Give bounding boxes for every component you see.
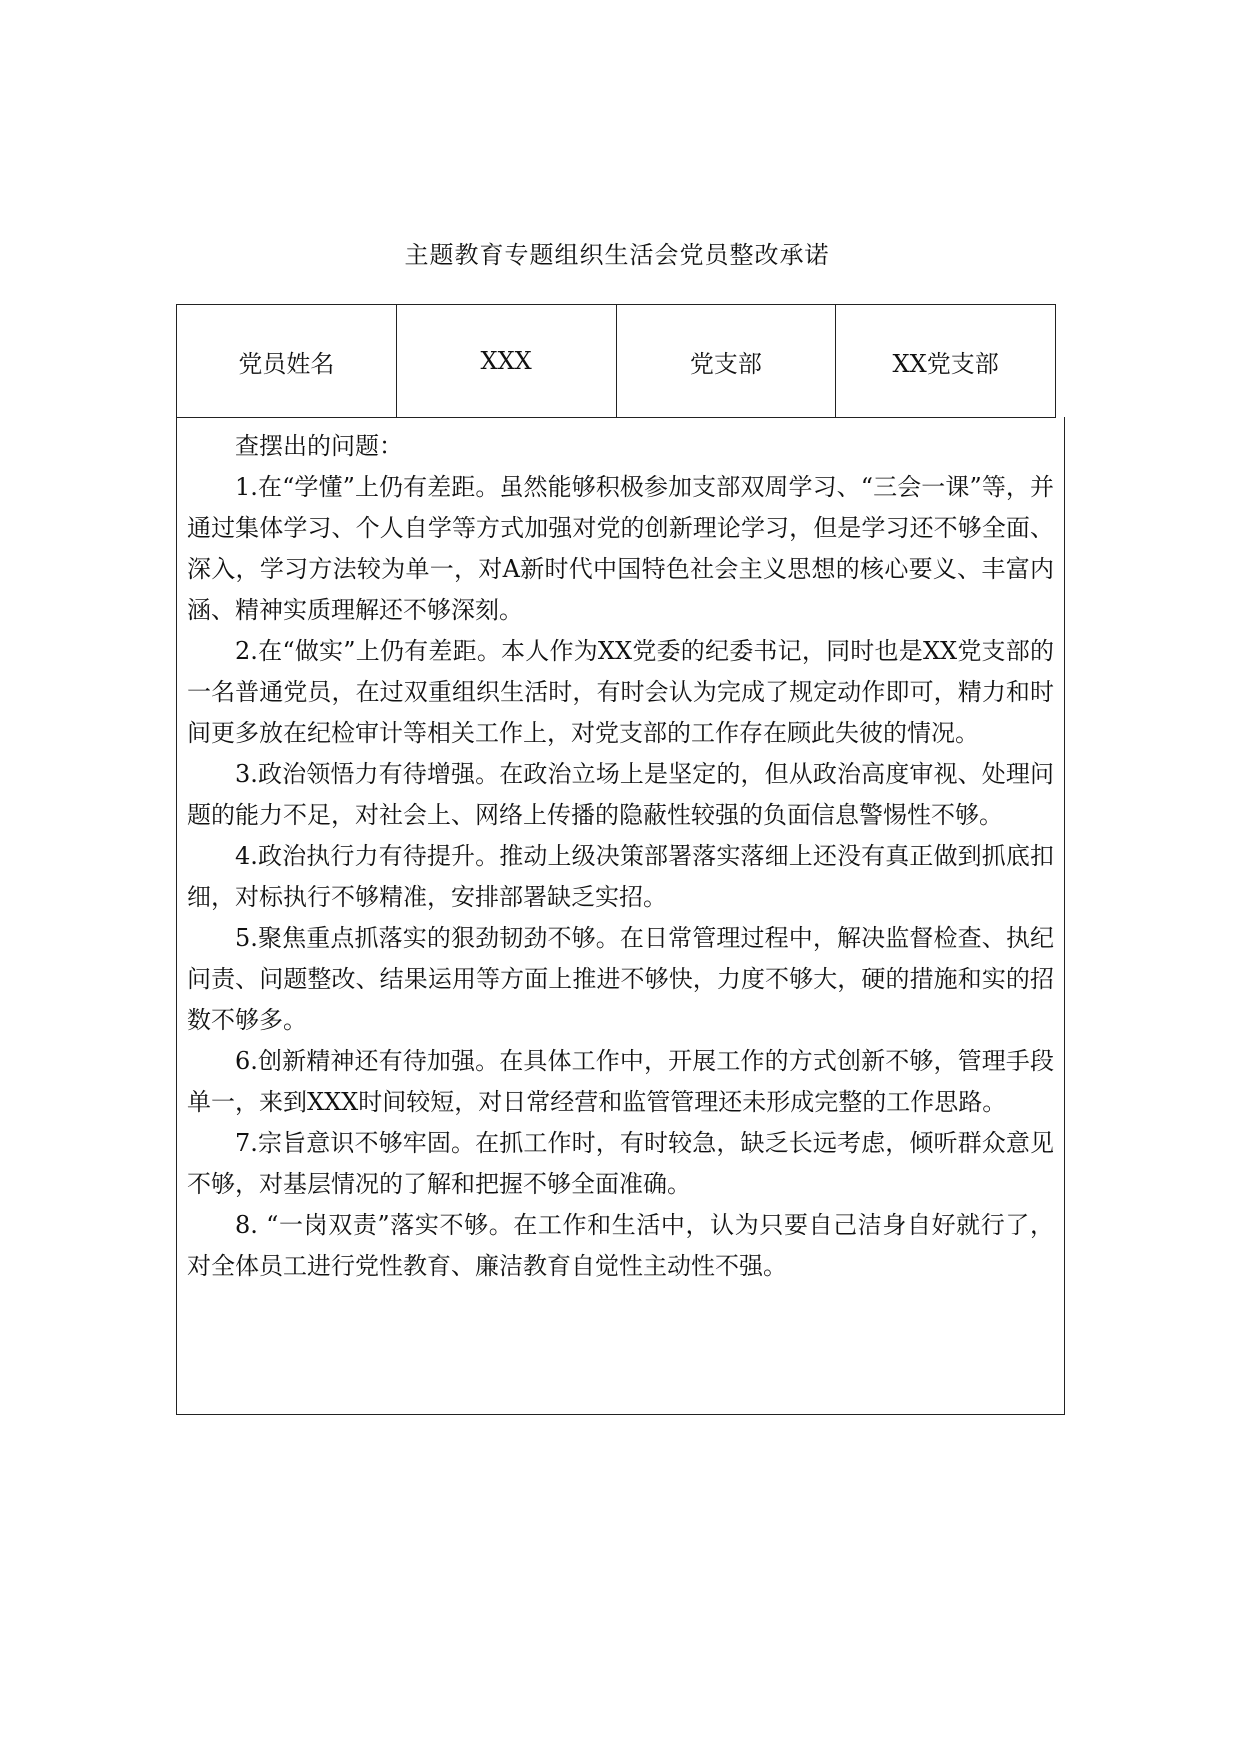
issues-heading: 查摆出的问题： — [235, 432, 403, 460]
issue-item-8: 8. “一岗双责”落实不够。在工作和生活中，认为只要自己洁身自好就行了，对全体员工进行党性教育、廉洁教育自觉性主动性不强。 — [187, 1211, 1054, 1280]
party-branch-value: XX党支部 — [892, 349, 999, 378]
issues-section — [176, 417, 1065, 1415]
issue-item-1: 1.在“学懂”上仍有差距。虽然能够积极参加支部双周学习、“三会一课”等，并通过集体学习、个人自学等方式加强对党的创新理论学习，但是学习还不够全面、深入，学习方法较为单一，对A新时代中国特色社会主义思想的核心要义、丰富内涵、精神实质理解还不够深刻。 — [187, 473, 1054, 624]
issue-item-5: 5.聚焦重点抓落实的狠劲韧劲不够。在日常管理过程中，解决监督检查、执纪问责、问题整改、结果运用等方面上推进不够快，力度不够大，硬的措施和实的招数不够多。 — [187, 924, 1054, 1034]
issue-item-7: 7.宗旨意识不够牢固。在抓工作时，有时较急，缺乏长远考虑，倾听群众意见不够，对基层情况的了解和把握不够全面准确。 — [187, 1129, 1054, 1198]
issue-item-3: 3.政治领悟力有待增强。在政治立场上是坚定的，但从政治高度审视、处理问题的能力不足，对社会上、网络上传播的隐蔽性较强的负面信息警惕性不够。 — [187, 760, 1054, 829]
issue-item-4: 4.政治执行力有待提升。推动上级决策部署落实落细上还没有真正做到抓底扣细，对标执行不够精准，安排部署缺乏实招。 — [187, 842, 1054, 911]
member-name-label: 党员姓名 — [177, 305, 397, 417]
document-title: 主题教育专题组织生活会党员整改承诺 — [404, 241, 830, 269]
issue-item-6: 6.创新精神还有待加强。在具体工作中，开展工作的方式创新不够，管理手段单一，来到XXX时间较短，对日常经营和监管管理还未形成完整的工作思路。 — [187, 1047, 1054, 1116]
party-branch-label: 党支部 — [617, 305, 837, 417]
member-name-value: XXX — [397, 305, 617, 417]
issue-item-2: 2.在“做实”上仍有差距。本人作为XX党委的纪委书记，同时也是XX党支部的一名普通党员，在过双重组织生活时，有时会认为完成了规定动作即可，精力和时间更多放在纪检审计等相关工作上，对党支部的工作存在顾此失彼的情况。 — [187, 637, 1054, 747]
member-info-table — [176, 304, 1056, 418]
